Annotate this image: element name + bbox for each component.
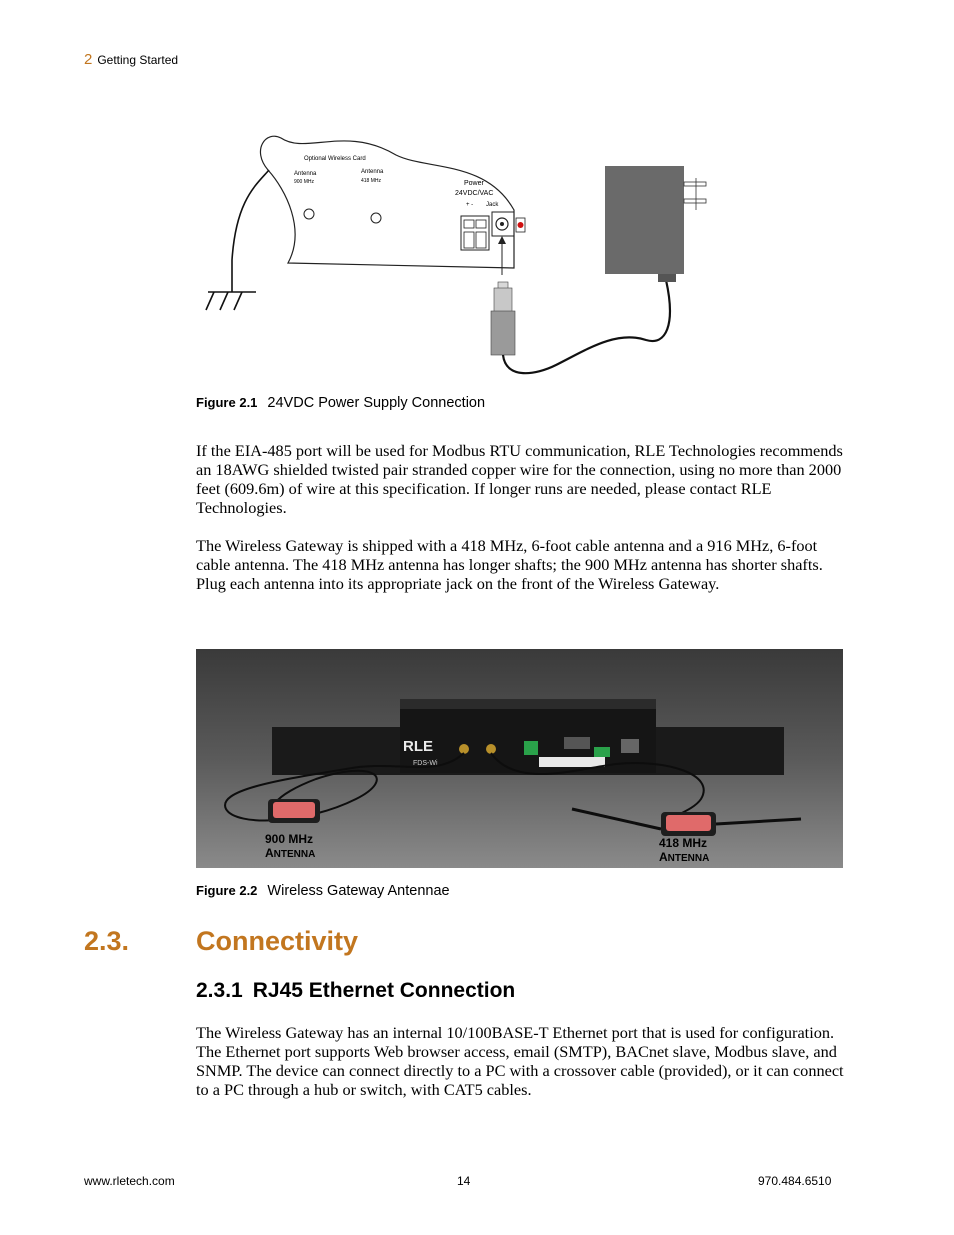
ground-wire [232, 170, 269, 292]
antennae-photo [196, 649, 843, 868]
running-header [84, 51, 178, 68]
label-418mhz-antenna: 418 MHz ANTENNA [659, 836, 710, 864]
power-supply-diagram [196, 130, 756, 380]
plug-neck [494, 288, 512, 312]
figure-2-caption [196, 883, 450, 899]
device-brand: RLE [403, 738, 433, 755]
polarity-label: + - [466, 202, 474, 208]
terminal-block [461, 216, 489, 250]
antenna-418-label: Antenna [361, 169, 384, 175]
subsection-title: RJ45 Ethernet Connection [252, 979, 516, 1002]
antenna-900-freq: 900 MHz [294, 179, 315, 185]
device-model: FDS-Wi [413, 760, 438, 767]
status-led [518, 222, 524, 228]
power-cable [503, 280, 670, 373]
adapter-prong-top [684, 182, 706, 186]
arrow-up-icon [498, 236, 506, 244]
footer-website: www.rletech.com [84, 1174, 175, 1188]
section-number: 2.3. [84, 926, 130, 956]
paragraph-eia485: If the EIA-485 port will be used for Modbus RTU communication, RLE Technologies recommends an 18AWG shielded twisted pair stranded copper wire for the connection, using no more than 2000 feet (609.6m) of wire at this specification. If longer runs are needed, please contact RLE Technologies. [196, 441, 843, 517]
paragraph-antennas: The Wireless Gateway is shipped with a 418 MHz, 6-foot cable antenna and a 916 MHz, 6-foot cable antenna. The 418 MHz antenna has longer shafts; the 900 MHz antenna has shorter shafts. Plug each antenna into its appropriate jack on the front of the Wireless Gateway. [196, 536, 823, 593]
figure-1-label: Figure 2.1 [196, 395, 258, 410]
figure-1-caption-text: 24VDC Power Supply Connection [267, 395, 486, 411]
power-adapter [605, 166, 684, 274]
subsection-heading [196, 979, 515, 1003]
antenna-900-label: Antenna [294, 171, 317, 177]
antenna-jack-418 [371, 213, 381, 223]
footer-page-number: 14 [457, 1174, 471, 1188]
plug-body [491, 311, 515, 355]
jack-label: Jack [486, 202, 499, 208]
figure-2-label: Figure 2.2 [196, 883, 258, 898]
chapter-title: Getting Started [97, 53, 179, 67]
subsection-number: 2.3.1 [196, 979, 243, 1002]
gateway-device [400, 699, 656, 773]
figure-1-caption [196, 395, 485, 411]
paragraph-ethernet: The Wireless Gateway has an internal 10/100BASE-T Ethernet port that is used for configuration. The Ethernet port supports Web browser access, email (SMTP), BACnet slave, Modbus slave, and SNMP. The device can connect directly to a PC with a crossover cable (provided), or it can connect to a PC through a hub or switch, with CAT5 cables. [196, 1023, 844, 1099]
adapter-prong-bottom [684, 199, 706, 203]
footer-phone: 970.484.6510 [758, 1174, 832, 1188]
power-label: Power [464, 180, 484, 187]
section-title: Connectivity [196, 926, 359, 956]
figure-2-caption-text: Wireless Gateway Antennae [267, 883, 450, 899]
power-spec-label: 24VDC/VAC [455, 190, 494, 197]
label-900mhz-antenna: 900 MHz ANTENNA [265, 832, 316, 860]
chapter-number: 2 [84, 51, 93, 68]
antenna-418-freq: 418 MHz [361, 178, 382, 184]
antenna-jack-900 [304, 209, 314, 219]
optional-card-label: Optional Wireless Card [304, 156, 366, 162]
